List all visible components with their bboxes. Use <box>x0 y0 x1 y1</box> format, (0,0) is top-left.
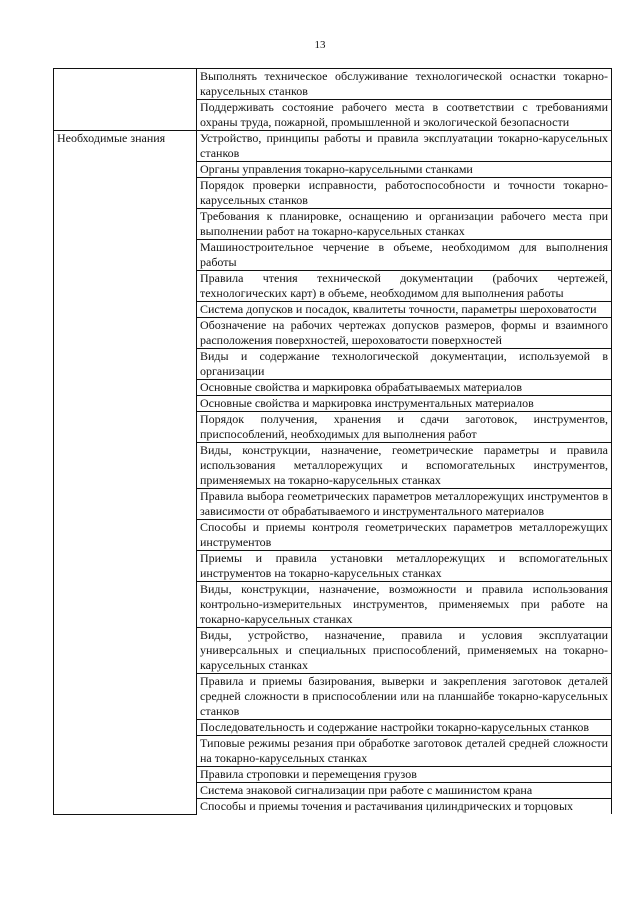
row-label-empty <box>54 69 197 131</box>
table-cell: Виды, устройство, назначение, правила и условия эксплуатации универсальных и специальных приспособлений, применяемых на токарно-карусельных станках <box>197 628 612 674</box>
table-cell: Система допусков и посадок, квалитеты точности, параметры шероховатости <box>197 302 612 318</box>
requirements-table <box>53 68 612 815</box>
table-cell: Требования к планировке, оснащению и организации рабочего места при выполнении работ на токарно-карусельных станках <box>197 209 612 240</box>
table-cell: Выполнять техническое обслуживание технологической оснастки токарно-карусельных станков <box>197 69 612 100</box>
table-cell: Порядок получения, хранения и сдачи заготовок, инструментов, приспособлений, необходимых для выполнения работ <box>197 412 612 443</box>
table-cell: Правила чтения технической документации (рабочих чертежей, технологических карт) в объеме, необходимом для выполнения работы <box>197 271 612 302</box>
table-cell: Обозначение на рабочих чертежах допусков размеров, формы и взаимного расположения поверхностей, шероховатости поверхностей <box>197 318 612 349</box>
row-label-required-knowledge: Необходимые знания <box>54 131 197 815</box>
table-cell: Основные свойства и маркировка обрабатываемых материалов <box>197 380 612 396</box>
table-row <box>54 131 612 162</box>
table-cell: Правила выбора геометрических параметров металлорежущих инструментов в зависимости от обрабатываемого и инструментального материалов <box>197 489 612 520</box>
table-cell: Виды, конструкции, назначение, геометрические параметры и правила использования металлорежущих и вспомогательных инструментов, применяемых на токарно-карусельных станках <box>197 443 612 489</box>
table-cell: Порядок проверки исправности, работоспособности и точности токарно-карусельных станков <box>197 178 612 209</box>
table-cell: Система знаковой сигнализации при работе с машинистом крана <box>197 783 612 799</box>
table-cell: Виды и содержание технологической документации, используемой в организации <box>197 349 612 380</box>
table-cell: Способы и приемы точения и растачивания цилиндрических и торцовых <box>197 799 612 815</box>
table-row <box>54 69 612 100</box>
table-cell: Способы и приемы контроля геометрических параметров металлорежущих инструментов <box>197 520 612 551</box>
table-cell: Приемы и правила установки металлорежущих и вспомогательных инструментов на токарно-карусельных станках <box>197 551 612 582</box>
table-cell: Машиностроительное черчение в объеме, необходимом для выполнения работы <box>197 240 612 271</box>
table-cell: Виды, конструкции, назначение, возможности и правила использования контрольно-измерительных инструментов, применяемых при работе на токарно-карусельных станках <box>197 582 612 628</box>
page-number: 13 <box>314 39 326 51</box>
table-cell: Поддерживать состояние рабочего места в соответствии с требованиями охраны труда, пожарной, промышленной и экологической безопасности <box>197 100 612 131</box>
table-cell: Основные свойства и маркировка инструментальных материалов <box>197 396 612 412</box>
table-cell: Правила и приемы базирования, выверки и закрепления заготовок деталей средней сложности в приспособлении или на планшайбе токарно-карусельных станков <box>197 674 612 720</box>
table-cell: Типовые режимы резания при обработке заготовок деталей средней сложности на токарно-карусельных станках <box>197 736 612 767</box>
table-cell: Последовательность и содержание настройки токарно-карусельных станков <box>197 720 612 736</box>
table-cell: Устройство, принципы работы и правила эксплуатации токарно-карусельных станков <box>197 131 612 162</box>
table-cell: Правила строповки и перемещения грузов <box>197 767 612 783</box>
table-cell: Органы управления токарно-карусельными станками <box>197 162 612 178</box>
